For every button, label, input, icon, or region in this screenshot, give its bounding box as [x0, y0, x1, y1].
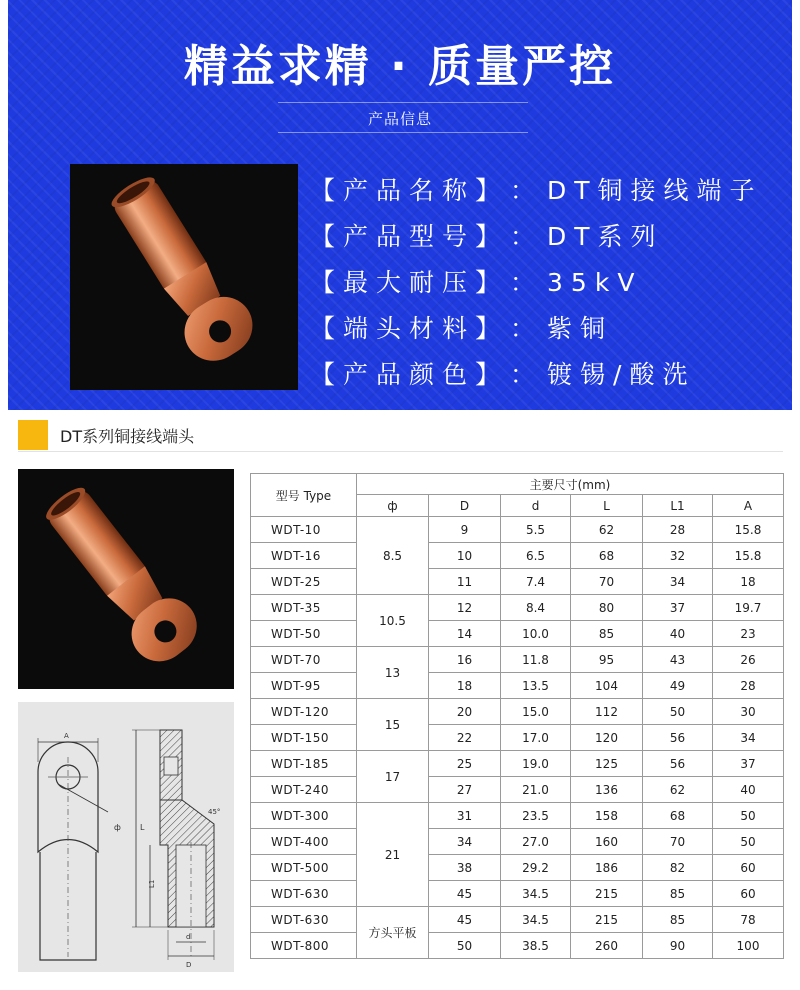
cell-D: 10: [429, 543, 501, 569]
col-header-L1: L1: [643, 495, 713, 517]
table-row: [251, 569, 784, 595]
cell-d: 7.4: [501, 569, 571, 595]
product-photo: [70, 164, 298, 390]
dimension-table: [250, 473, 784, 959]
spec-value: DT系列: [547, 222, 664, 251]
cell-D: 31: [429, 803, 501, 829]
spec-label: 【产品型号】: [310, 222, 509, 251]
cell-L1: 56: [643, 751, 713, 777]
cell-L: 260: [571, 933, 643, 959]
section-accent-bar: [18, 420, 48, 450]
cell-phi: 15: [357, 699, 429, 751]
cell-D: 14: [429, 621, 501, 647]
cell-phi: 方头平板: [357, 907, 429, 959]
cell-L: 70: [571, 569, 643, 595]
cell-L1: 28: [643, 517, 713, 543]
dim-label-angle: 45°: [208, 808, 221, 816]
cell-d: 34.5: [501, 907, 571, 933]
section-divider: [18, 451, 783, 452]
cell-A: 18: [713, 569, 784, 595]
cell-L1: 50: [643, 699, 713, 725]
cell-A: 15.8: [713, 517, 784, 543]
cell-A: 50: [713, 829, 784, 855]
table-row: [251, 803, 784, 829]
table-row: [251, 855, 784, 881]
cell-d: 8.4: [501, 595, 571, 621]
cell-L1: 37: [643, 595, 713, 621]
spec-colon: ：: [510, 360, 544, 389]
cell-model: WDT-70: [251, 647, 357, 673]
table-row: [251, 673, 784, 699]
table-row: [251, 907, 784, 933]
cell-L1: 82: [643, 855, 713, 881]
cell-model: WDT-120: [251, 699, 357, 725]
cell-L1: 70: [643, 829, 713, 855]
cell-A: 23: [713, 621, 784, 647]
cell-D: 45: [429, 907, 501, 933]
cell-L: 136: [571, 777, 643, 803]
cell-L1: 32: [643, 543, 713, 569]
spec-colon: ：: [510, 176, 544, 205]
cell-D: 16: [429, 647, 501, 673]
cell-d: 38.5: [501, 933, 571, 959]
cell-d: 29.2: [501, 855, 571, 881]
cell-L: 62: [571, 517, 643, 543]
cell-L: 120: [571, 725, 643, 751]
cell-d: 11.8: [501, 647, 571, 673]
col-header-D: D: [429, 495, 501, 517]
spec-label: 【产品名称】: [310, 176, 509, 205]
cell-model: WDT-400: [251, 829, 357, 855]
cell-L: 186: [571, 855, 643, 881]
cell-D: 50: [429, 933, 501, 959]
cell-L: 112: [571, 699, 643, 725]
spec-value: DT铜接线端子: [547, 176, 763, 205]
spec-material: [310, 306, 763, 352]
spec-colon: ：: [510, 222, 544, 251]
dim-label-phi: ф: [114, 823, 121, 832]
cell-d: 13.5: [501, 673, 571, 699]
product-photo-secondary: [18, 469, 234, 689]
section-title: DT系列铜接线端头: [60, 427, 195, 446]
col-header-L: L: [571, 495, 643, 517]
cell-D: 9: [429, 517, 501, 543]
dimension-diagram: [18, 702, 234, 972]
spec-product-model: [310, 214, 763, 260]
cell-d: 23.5: [501, 803, 571, 829]
cell-D: 12: [429, 595, 501, 621]
technical-drawing: [18, 702, 234, 972]
product-info-banner: [8, 0, 792, 410]
cell-A: 19.7: [713, 595, 784, 621]
cell-D: 22: [429, 725, 501, 751]
spec-label: 【端头材料】: [310, 314, 509, 343]
product-spec-list: [310, 168, 763, 398]
cell-model: WDT-630: [251, 907, 357, 933]
cell-D: 38: [429, 855, 501, 881]
spec-product-name: [310, 168, 763, 214]
col-header-phi: ф: [357, 495, 429, 517]
cell-A: 15.8: [713, 543, 784, 569]
cell-model: WDT-240: [251, 777, 357, 803]
table-row: [251, 829, 784, 855]
cell-L1: 62: [643, 777, 713, 803]
table-row: [251, 933, 784, 959]
cell-A: 60: [713, 881, 784, 907]
cell-L1: 68: [643, 803, 713, 829]
cell-L: 125: [571, 751, 643, 777]
cell-d: 27.0: [501, 829, 571, 855]
cell-A: 40: [713, 777, 784, 803]
table-row: [251, 517, 784, 543]
cell-L: 215: [571, 881, 643, 907]
banner-divider-top: [278, 102, 528, 103]
cell-A: 34: [713, 725, 784, 751]
col-header-d: d: [501, 495, 571, 517]
cell-D: 11: [429, 569, 501, 595]
cell-A: 60: [713, 855, 784, 881]
cell-d: 10.0: [501, 621, 571, 647]
cell-model: WDT-185: [251, 751, 357, 777]
cell-phi: 17: [357, 751, 429, 803]
cell-model: WDT-16: [251, 543, 357, 569]
cell-L1: 85: [643, 881, 713, 907]
cell-model: WDT-630: [251, 881, 357, 907]
cell-L1: 43: [643, 647, 713, 673]
spec-value: 镀锡/酸洗: [547, 360, 696, 389]
cell-L: 104: [571, 673, 643, 699]
cell-phi: 10.5: [357, 595, 429, 647]
cell-L1: 90: [643, 933, 713, 959]
spec-color: [310, 352, 763, 398]
copper-lug-image: [18, 469, 234, 689]
col-header-A: A: [713, 495, 784, 517]
cell-L: 80: [571, 595, 643, 621]
dim-label-D: D: [186, 961, 192, 969]
cell-phi: 21: [357, 803, 429, 907]
cell-A: 78: [713, 907, 784, 933]
cell-model: WDT-25: [251, 569, 357, 595]
table-row: [251, 595, 784, 621]
table-row: [251, 621, 784, 647]
cell-d: 5.5: [501, 517, 571, 543]
cell-model: WDT-95: [251, 673, 357, 699]
table-row: [251, 881, 784, 907]
cell-model: WDT-35: [251, 595, 357, 621]
cell-L1: 34: [643, 569, 713, 595]
dim-label-L1: L1: [148, 879, 156, 888]
cell-A: 30: [713, 699, 784, 725]
spec-value: 紫铜: [547, 314, 614, 343]
copper-lug-image: [70, 164, 298, 390]
table-row: [251, 699, 784, 725]
cell-L: 158: [571, 803, 643, 829]
cell-model: WDT-500: [251, 855, 357, 881]
cell-L1: 85: [643, 907, 713, 933]
spec-value: 35kV: [547, 268, 643, 297]
banner-subtitle: 产品信息: [367, 110, 432, 128]
cell-d: 6.5: [501, 543, 571, 569]
cell-D: 27: [429, 777, 501, 803]
banner-divider-bottom: [278, 132, 528, 133]
cell-L: 160: [571, 829, 643, 855]
cell-L1: 40: [643, 621, 713, 647]
spec-label: 【最大耐压】: [310, 268, 509, 297]
cell-d: 17.0: [501, 725, 571, 751]
spec-colon: ：: [510, 314, 544, 343]
spec-label: 【产品颜色】: [310, 360, 509, 389]
cell-model: WDT-50: [251, 621, 357, 647]
cell-D: 45: [429, 881, 501, 907]
dim-label-d: d: [186, 933, 191, 941]
cell-d: 34.5: [501, 881, 571, 907]
cell-model: WDT-10: [251, 517, 357, 543]
cell-D: 18: [429, 673, 501, 699]
cell-L: 95: [571, 647, 643, 673]
col-header-model: 型号 Type: [251, 474, 357, 517]
table-row: [251, 777, 784, 803]
cell-d: 21.0: [501, 777, 571, 803]
cell-D: 20: [429, 699, 501, 725]
cell-model: WDT-800: [251, 933, 357, 959]
col-group-header: 主要尺寸(mm): [357, 474, 784, 495]
table-row: [251, 543, 784, 569]
dim-label-A: A: [64, 732, 69, 740]
table-row: [251, 751, 784, 777]
table-body: [251, 517, 784, 959]
banner-title: 精益求精 · 质量严控: [183, 41, 617, 92]
cell-L: 215: [571, 907, 643, 933]
cell-L1: 49: [643, 673, 713, 699]
table-row: [251, 725, 784, 751]
cell-A: 26: [713, 647, 784, 673]
cell-A: 28: [713, 673, 784, 699]
spec-max-voltage: [310, 260, 763, 306]
dim-label-L: L: [140, 823, 145, 832]
cell-D: 34: [429, 829, 501, 855]
table-row: [251, 647, 784, 673]
cell-d: 19.0: [501, 751, 571, 777]
cell-A: 100: [713, 933, 784, 959]
cell-L: 85: [571, 621, 643, 647]
cell-phi: 13: [357, 647, 429, 699]
cell-phi: 8.5: [357, 517, 429, 595]
spec-colon: ：: [510, 268, 544, 297]
cell-L1: 56: [643, 725, 713, 751]
cell-d: 15.0: [501, 699, 571, 725]
cell-model: WDT-300: [251, 803, 357, 829]
cell-model: WDT-150: [251, 725, 357, 751]
cell-L: 68: [571, 543, 643, 569]
cell-A: 37: [713, 751, 784, 777]
cell-A: 50: [713, 803, 784, 829]
cell-D: 25: [429, 751, 501, 777]
